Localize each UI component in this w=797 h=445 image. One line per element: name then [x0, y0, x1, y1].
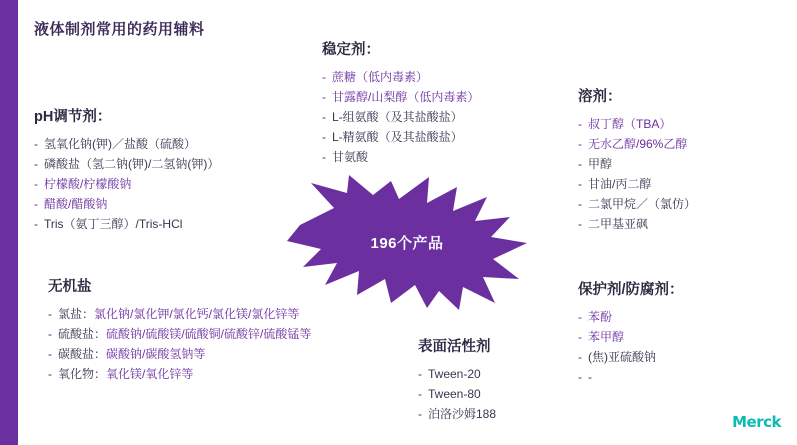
list-item-label: 磷酸盐（氢二钠(钾)/二氢钠(钾)）	[44, 157, 220, 171]
list-item-value: 氧化镁/氧化锌等	[106, 367, 194, 381]
dash-marker: -	[48, 347, 52, 361]
block-title-ph: pH调节剂：	[34, 109, 112, 125]
list-item-label: 碳酸盐：	[58, 347, 107, 361]
list-item	[578, 214, 696, 234]
dash-marker: -	[578, 310, 582, 324]
dash-marker: -	[322, 150, 326, 164]
list-item	[578, 174, 696, 194]
list-item	[578, 347, 684, 367]
list-item-label: 氢氧化钠(钾)／盐酸（硫酸）	[44, 137, 196, 151]
list-item-label: 泊洛沙姆188	[428, 407, 497, 421]
list-item	[48, 324, 311, 344]
list-item-label: 甘油/丙二醇	[588, 177, 652, 191]
dash-marker: -	[578, 370, 582, 384]
list-item	[34, 214, 219, 234]
list-item-label: (焦)亚硫酸钠	[588, 350, 656, 364]
block-title-stabilizer: 稳定剂：	[322, 42, 380, 58]
list-item-label: L-精氨酸（及其盐酸盐）	[332, 130, 463, 144]
block-stabilizers	[322, 38, 479, 167]
dash-marker: -	[578, 157, 582, 171]
dash-marker: -	[48, 307, 52, 321]
dash-marker: -	[322, 70, 326, 84]
dash-marker: -	[418, 387, 422, 401]
list-item	[578, 114, 696, 134]
list-item-label: 蔗糖（低内毒素）	[332, 70, 429, 84]
list-item	[48, 304, 311, 324]
list-item	[322, 107, 479, 127]
block-surfactants	[418, 335, 496, 424]
dash-marker: -	[578, 197, 582, 211]
list-item	[578, 307, 684, 327]
starburst-callout	[287, 175, 527, 310]
block-title-surfactant: 表面活性剂	[418, 339, 491, 355]
dash-marker: -	[578, 177, 582, 191]
list-item-label: -	[588, 370, 592, 384]
dash-marker: -	[322, 110, 326, 124]
dash-marker: -	[34, 197, 38, 211]
dash-marker: -	[578, 330, 582, 344]
dash-marker: -	[578, 117, 582, 131]
list-item-label: 苯酚	[588, 310, 613, 324]
block-title-solvent: 溶剂：	[578, 89, 622, 105]
list-item-label: Tris（氨丁三醇）/Tris-HCl	[44, 217, 183, 231]
block-solvents	[578, 85, 696, 234]
list-item	[578, 327, 684, 347]
list-item	[418, 404, 496, 424]
list-item-label: L-组氨酸（及其盐酸盐）	[332, 110, 463, 124]
dash-marker: -	[578, 217, 582, 231]
list-item-label: Tween-20	[428, 367, 481, 381]
block-inorganic-salts	[48, 275, 311, 384]
list-item	[48, 364, 311, 384]
list-item-label: 醋酸/醋酸钠	[44, 197, 108, 211]
list-item-label: 氧化物：	[58, 367, 107, 381]
list-item	[418, 384, 496, 404]
list-item-label: 柠檬酸/柠檬酸钠	[44, 177, 132, 191]
list-item	[322, 147, 479, 167]
dash-marker: -	[48, 367, 52, 381]
list-item	[34, 194, 219, 214]
list-item	[578, 367, 684, 387]
list-item-label: 氯盐：	[58, 307, 95, 321]
merck-logo: Merck	[732, 413, 781, 431]
list-item	[418, 364, 496, 384]
list-item-label: 二氯甲烷／（氯仿）	[588, 197, 697, 211]
list-item-label: 二甲基亚砜	[588, 217, 649, 231]
list-item	[578, 134, 696, 154]
dash-marker: -	[34, 177, 38, 191]
page-title: 液体制剂常用的药用辅料	[34, 21, 205, 38]
list-item	[578, 154, 696, 174]
page-number: 30	[36, 412, 45, 421]
list-item	[48, 344, 311, 364]
block-title-inorganic-salt: 无机盐	[48, 279, 92, 295]
dash-marker: -	[578, 137, 582, 151]
list-item	[34, 174, 219, 194]
list-item	[34, 134, 219, 154]
block-title-preservative: 保护剂/防腐剂：	[578, 282, 684, 298]
dash-marker: -	[322, 90, 326, 104]
list-item-label: 叔丁醇（TBA）	[588, 117, 672, 131]
starburst-shape	[287, 175, 527, 310]
dash-marker: -	[418, 367, 422, 381]
dash-marker: -	[322, 130, 326, 144]
dash-marker: -	[34, 157, 38, 171]
starburst-label: 196个产品	[370, 235, 444, 252]
list-item-label: 甘露醇/山梨醇（低内毒素）	[332, 90, 480, 104]
list-item	[34, 154, 219, 174]
list-item-label: 甲醇	[588, 157, 613, 171]
dash-marker: -	[34, 217, 38, 231]
list-item	[322, 87, 479, 107]
block-preservatives	[578, 278, 684, 387]
list-item-label: 无水乙醇/96%乙醇	[588, 137, 688, 151]
list-item-label: 苯甲醇	[588, 330, 625, 344]
list-item-label: Tween-80	[428, 387, 481, 401]
dash-marker: -	[418, 407, 422, 421]
list-item-value: 硫酸钠/硫酸镁/硫酸铜/硫酸锌/硫酸锰等	[106, 327, 312, 341]
block-ph-adjusters	[34, 105, 219, 234]
dash-marker: -	[578, 350, 582, 364]
list-item	[322, 67, 479, 87]
list-item-value: 氯化钠/氯化钾/氯化钙/氯化镁/氯化锌等	[94, 307, 300, 321]
list-item-value: 碳酸钠/碳酸氢钠等	[106, 347, 206, 361]
list-item	[322, 127, 479, 147]
left-accent-bar	[0, 0, 18, 445]
list-item-label: 甘氨酸	[332, 150, 369, 164]
dash-marker: -	[48, 327, 52, 341]
list-item-label: 硫酸盐：	[58, 327, 107, 341]
list-item	[578, 194, 696, 214]
dash-marker: -	[34, 137, 38, 151]
